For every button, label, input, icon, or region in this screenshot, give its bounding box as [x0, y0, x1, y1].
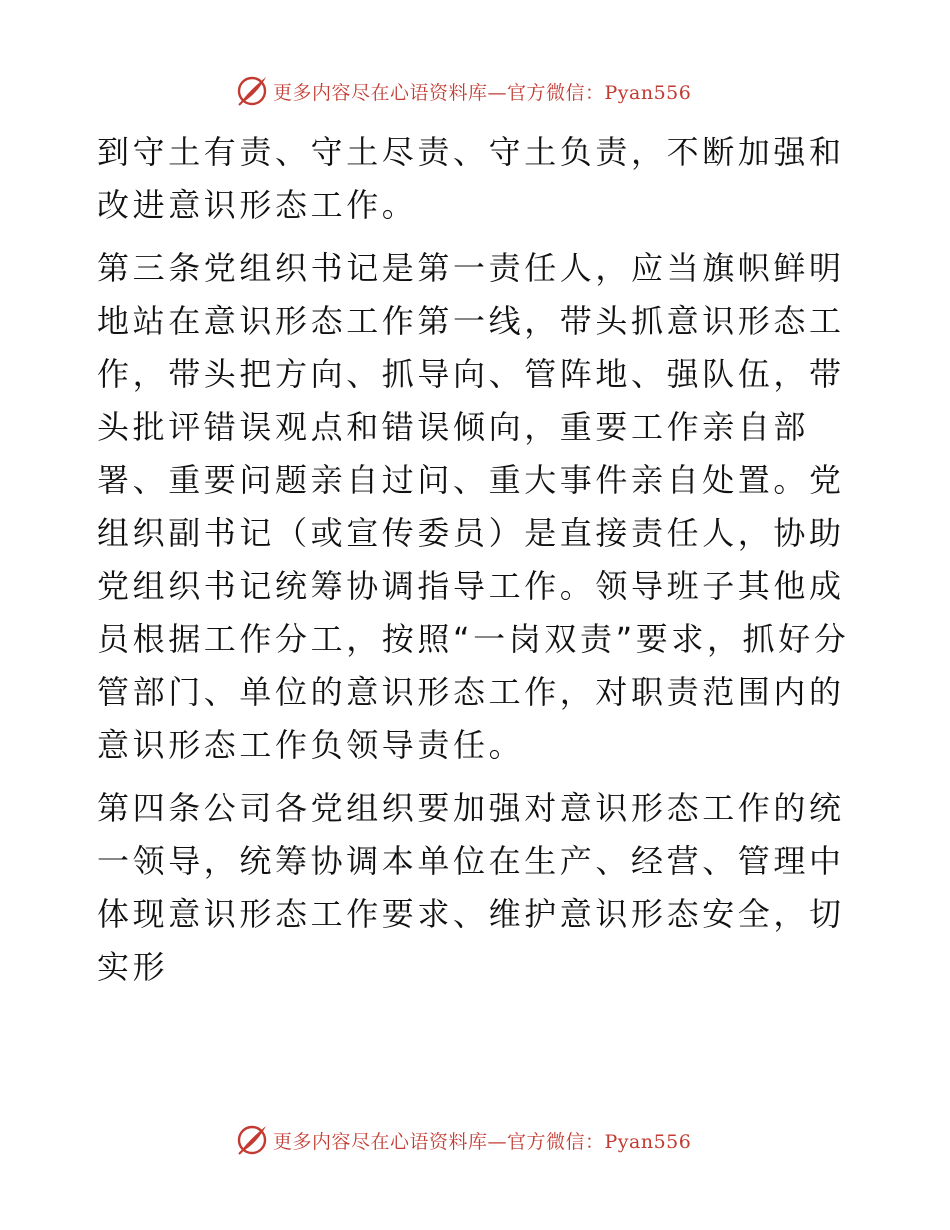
header-watermark	[235, 73, 691, 109]
watermark-text: 更多内容尽在心语资料库—官方微信：Pyan556	[273, 1130, 692, 1153]
footer-watermark	[235, 1122, 691, 1158]
paragraph: 第四条公司各党组织要加强对意识形态工作的统一领导，统筹协调本单位在生产、经营、管理中体现意识形态工作要求、维护意识形态安全，切实形	[97, 789, 845, 986]
quill-pen-logo-icon	[235, 74, 269, 108]
quill-pen-logo-icon	[235, 1123, 269, 1157]
watermark-text: 更多内容尽在心语资料库—官方微信：Pyan556	[273, 81, 692, 104]
paragraph: 到守土有责、守土尽责、守土负责，不断加强和改进意识形态工作。	[97, 133, 845, 224]
paragraph: 第三条党组织书记是第一责任人，应当旗帜鲜明地站在意识形态工作第一线，带头抓意识形态工作，带头把方向、抓导向、管阵地、强队伍，带头批评错误观点和错误倾向，重要工作亲自部署、重要问题亲自过问、重大事件亲自处置。党组织副书记（或宣传委员）是直接责任人，协助党组织书记统筹协调指导工作。领导班子其他成员根据工作分工，按照“一岗双责”要求，抓好分管部门、单位的意识形态工作，对职责范围内的意识形态工作负领导责任。	[97, 249, 850, 764]
document-body	[97, 126, 857, 1004]
